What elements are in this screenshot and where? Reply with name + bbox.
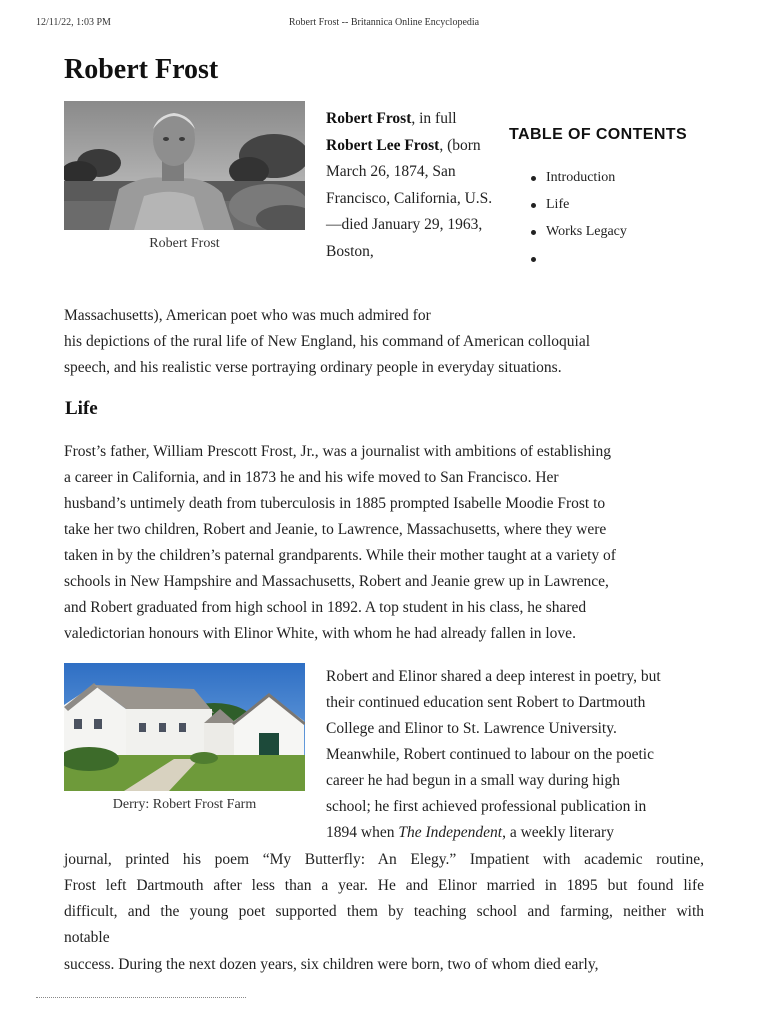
table-of-contents [509,126,739,278]
article-title: Robert Frost [64,54,219,85]
print-page-title: Robert Frost -- Britannica Online Encyclopedia [288,17,480,28]
text-line: success. During the next dozen years, six children were born, two of whom died early, [64,956,599,973]
print-footer [36,997,246,1002]
education-paragraph [326,664,661,846]
farm-photo [64,663,305,791]
bullet-icon [531,203,536,208]
text-line: valedictorian honours with Elinor White, with whom he had already fallen in love. [64,625,576,642]
subject-name: Robert Frost [326,110,412,127]
text-line: speech, and his realistic verse portraying ordinary people in everyday situations. [64,359,562,376]
portrait-photo [64,101,305,230]
toc-list [509,170,739,278]
text-line: career he had begun in a small way during high [326,772,620,789]
toc-item-works-legacy[interactable]: Works Legacy [509,224,739,251]
text-line: his depictions of the rural life of New England, his command of American colloquial [64,333,591,350]
text-line: Robert and Elinor shared a deep interest in poetry, but [326,668,661,685]
print-header [0,17,768,31]
bullet-icon [531,230,536,235]
toc-item-life[interactable]: Life [509,197,739,224]
text-line: difficult, and the young poet supported them by teaching school and farming, neither with [64,903,704,920]
text-line: Frost left Dartmouth after less than a year. He and Elinor married in 1895 but found life [64,877,704,894]
toc-heading: TABLE OF CONTENTS [509,126,688,143]
text-line: Frost’s father, William Prescott Frost, Jr., was a journalist with ambitions of establishing [64,443,611,460]
portrait-caption: Robert Frost [149,236,220,251]
bullet-icon [531,176,536,181]
print-datetime: 12/11/22, 1:03 PM [36,17,111,28]
farm-caption: Derry: Robert Frost Farm [112,797,257,812]
portrait-figure [64,101,305,252]
text-line: Meanwhile, Robert continued to labour on the poetic [326,746,654,763]
intro-text: Robert Frost, in full Robert Lee Frost, (born March 26, 1874, San Francisco, California, U.S.—died January 29, 1963, Boston, [326,110,493,260]
text-line: journal, printed his poem “My Butterfly: An Elegy.” Impatient with academic routine, [64,851,704,868]
farm-figure [64,663,305,813]
life-paragraph [64,439,616,647]
text-line: Massachusetts), American poet who was much admired for [64,307,431,324]
subject-full-name: Robert Lee Frost [326,136,440,154]
text-line: College and Elinor to St. Lawrence University. [326,720,617,737]
text-line: notable [64,929,110,946]
text-line: husband’s untimely death from tuberculosis in 1885 prompted Isabelle Moodie Frost to [64,495,606,512]
text-line: school; he first achieved professional publication in [326,798,647,815]
text-line: and Robert graduated from high school in 1892. A top student in his class, he shared [64,599,587,616]
section-heading-life: Life [65,398,98,419]
text-line: take her two children, Robert and Jeanie, to Lawrence, Massachusetts, where they were [64,521,607,538]
intro-continuation [64,303,590,381]
marriage-paragraph [64,952,598,978]
education-paragraph-cont [64,847,704,951]
text-line: 1894 when The Independent, a weekly literary [326,824,614,841]
toc-item-introduction[interactable]: Introduction [509,170,739,197]
text-line: schools in New Hampshire and Massachusetts, Robert and Jeanie grew up in Lawrence, [64,573,609,590]
text-line: a career in California, and in 1873 he and his wife moved to San Francisco. Her [64,469,559,486]
text-line: taken in by the children’s paternal grandparents. While their mother taught at a variety of [64,547,616,564]
bullet-icon [531,257,536,262]
journal-title: The Independent [398,824,503,841]
text-line: their continued education sent Robert to Dartmouth [326,694,646,711]
toc-item-empty[interactable] [509,251,739,278]
